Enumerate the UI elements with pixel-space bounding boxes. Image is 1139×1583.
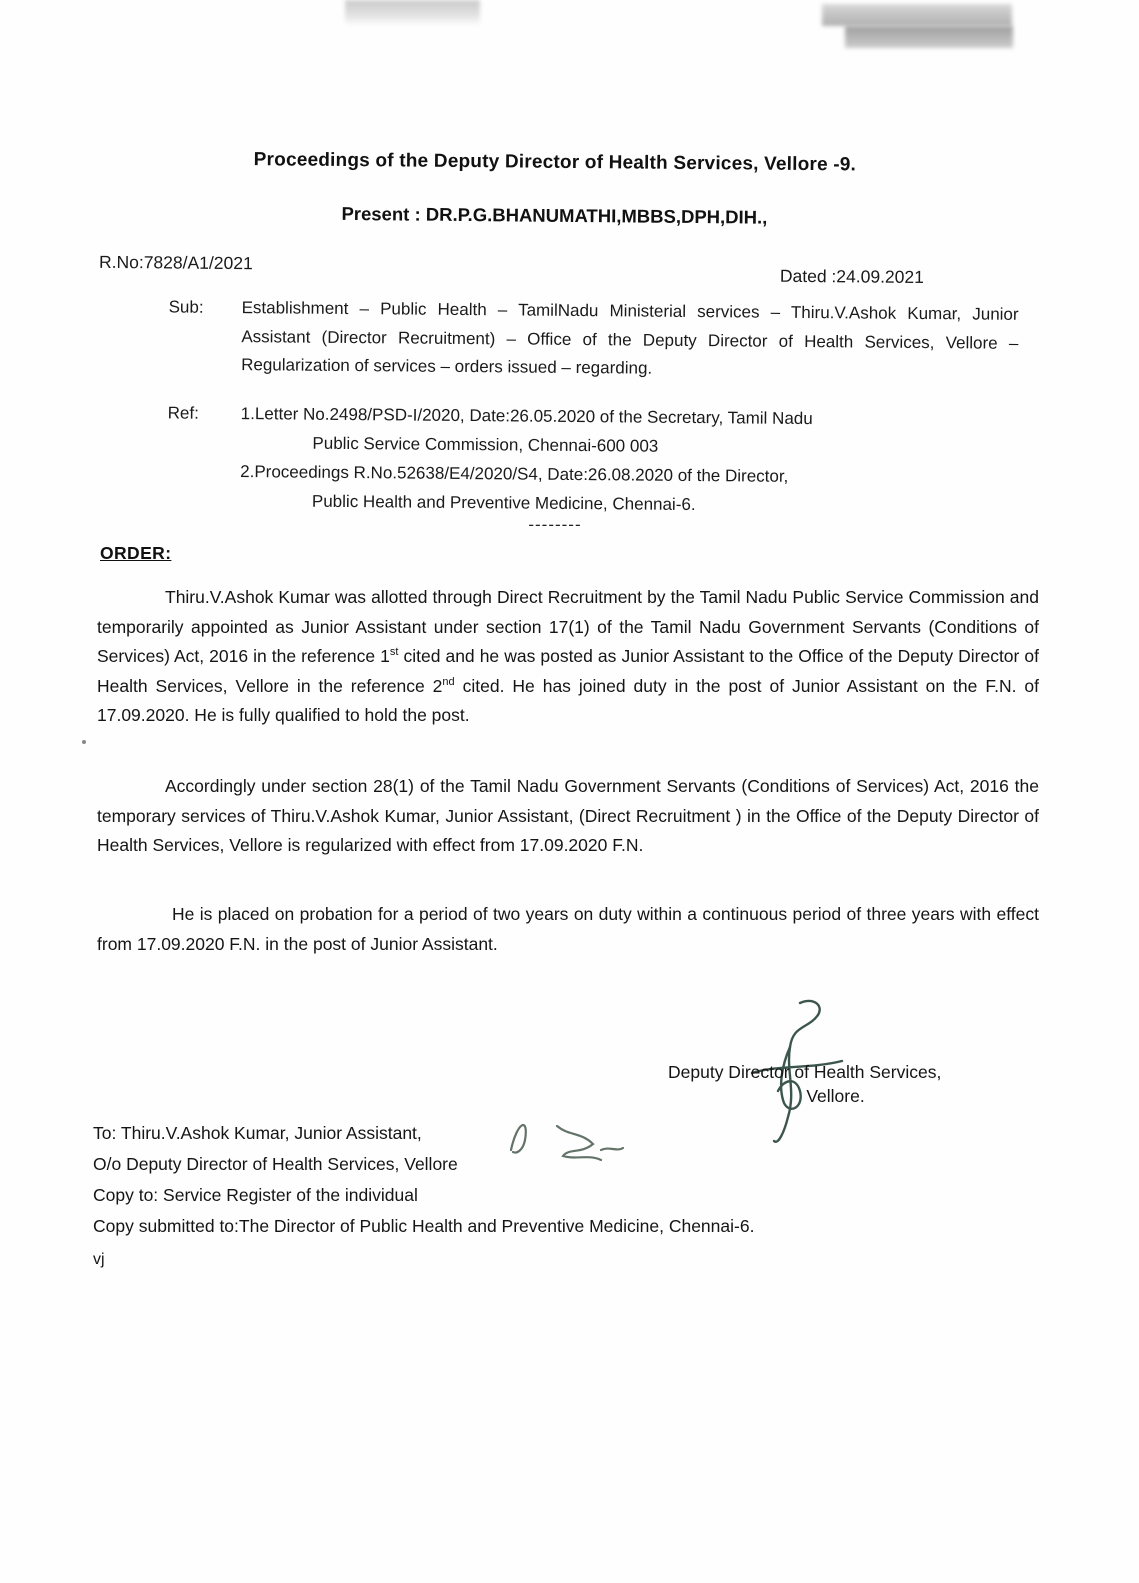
subject-row	[168, 293, 1019, 386]
signature-designation: Deputy Director of Health Services,	[668, 1062, 942, 1082]
footer-office-line: O/o Deputy Director of Health Services, Vellore	[93, 1154, 458, 1174]
ordinal-superscript-nd: nd	[442, 675, 455, 688]
reference-item-1-line-2: Public Service Commission, Chennai-600 003	[312, 433, 659, 456]
refno-date-row	[98, 251, 1039, 288]
order-heading: ORDER:	[100, 543, 172, 563]
footer-copy-to: Copy to: Service Register of the individual	[93, 1185, 418, 1205]
subject-label: Sub:	[168, 297, 204, 317]
footer-distribution	[93, 1118, 1053, 1276]
order-paragraph-2: Accordingly under section 28(1) of the Tamil Nadu Government Servants (Conditions of Services) Act, 2016 the temporary services of Thiru.V.Ashok Kumar, Junior Assistant, (Direct Recruitment ) in the Office of the Deputy Director of Health Services, Vellore is regularized with effect from 17.09.2020 F.N.	[97, 776, 1039, 855]
present-line: Present : DR.P.G.BHANUMATHI,MBBS,DPH,DIH.,	[341, 202, 768, 228]
scan-smudge-top-center	[345, 0, 480, 26]
scan-smudge-top-right	[822, 4, 1012, 26]
signature-place: Vellore.	[806, 1086, 865, 1106]
subject-text: Establishment – Public Health – TamilNadu Ministerial services – Thiru.V.Ashok Kumar, Junior Assistant (Director Recruitment) – Office of the Deputy Director of Health Services, Vellore – Regularization of services – orders issued – regarding.	[241, 298, 1019, 378]
page-title: Proceedings of the Deputy Director of Health Services, Vellore -9.	[253, 149, 857, 176]
footer-to-line: To: Thiru.V.Ashok Kumar, Junior Assistant,	[93, 1123, 422, 1143]
signature-block	[668, 1062, 1003, 1107]
scan-dot-artifact	[82, 740, 86, 744]
reference-item-2-line-1: 2.Proceedings R.No.52638/E4/2020/S4, Date:26.08.2020 of the Director,	[240, 462, 789, 486]
paragraph-1-text-2: cited and he was posted as Junior Assistant to the Office of the Deputy Director of Health Services, Vellore in the reference 2	[97, 646, 1040, 696]
footer-copy-submitted: Copy submitted to:The Director of Public Health and Preventive Medicine, Chennai-6.	[93, 1216, 755, 1236]
reference-number: R.No:7828/A1/2021	[98, 251, 253, 274]
reference-item-2-line-2: Public Health and Preventive Medicine, Chennai-6.	[311, 491, 696, 515]
order-paragraph-1	[97, 583, 1039, 731]
reference-row	[167, 398, 1008, 521]
reference-label: Ref:	[167, 403, 199, 423]
paragraph-1-text-3: cited. He has joined duty in the post of Junior Assistant on the F.N. of 17.09.2020. He is fully qualified to hold the post.	[97, 675, 1039, 725]
order-paragraph-3: He is placed on probation for a period of two years on duty within a continuous period of three years with effect from 17.09.2020 F.N. in the post of Junior Assistant.	[97, 904, 1039, 954]
reference-item-1-line-1: 1.Letter No.2498/PSD-I/2020, Date:26.05.2020 of the Secretary, Tamil Nadu	[240, 404, 813, 429]
dated-label: Dated :24.09.2021	[779, 265, 925, 288]
ordinal-superscript-st: st	[389, 646, 399, 659]
section-separator: --------	[528, 515, 582, 534]
paragraph-1-text: Thiru.V.Ashok Kumar was allotted through Direct Recruitment by the Tamil Nadu Public Service Commission and temporarily appointed as Junior Assistant under section 17(1) of the Tamil Nadu Government Servants (Conditions of Services) Act, 2016 in the reference 1	[97, 587, 1039, 666]
footer-initials: vj	[93, 1251, 105, 1268]
scan-smudge-top-right-2	[845, 26, 1013, 48]
